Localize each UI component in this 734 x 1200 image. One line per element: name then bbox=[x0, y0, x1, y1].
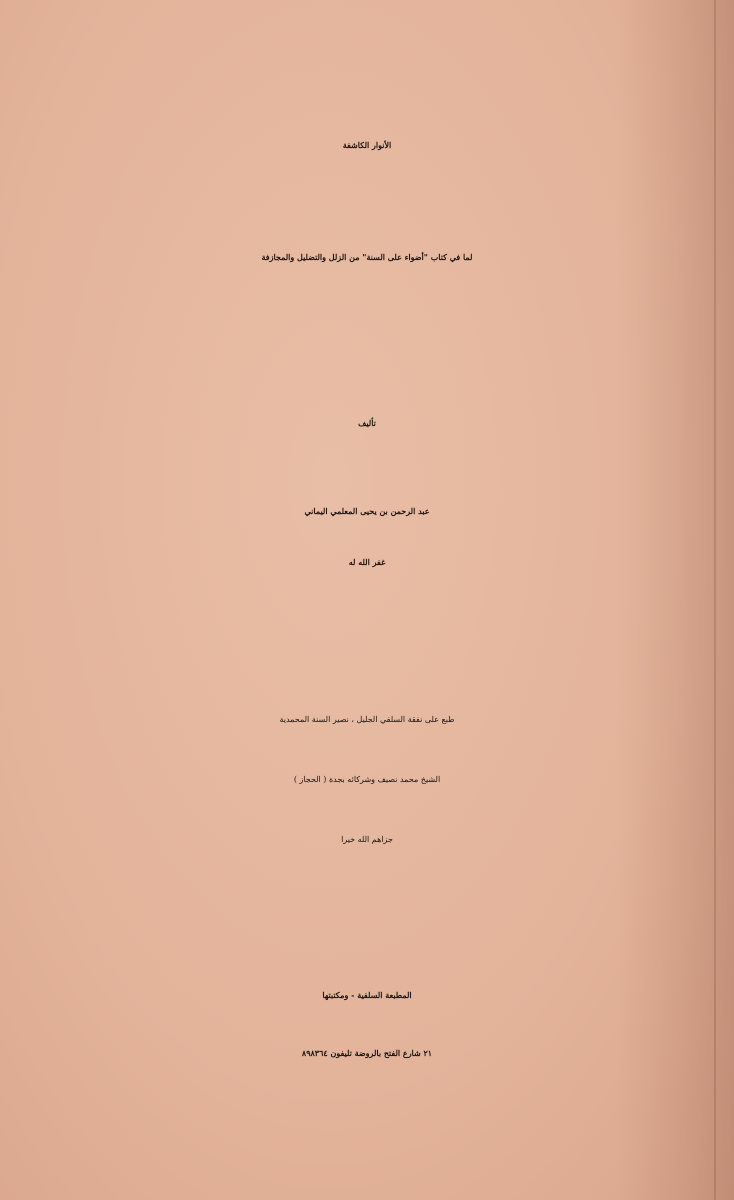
authored-by-label: تأليف bbox=[358, 418, 376, 428]
author-name: عبد الرحمن بن يحيى المعلمي اليماني bbox=[304, 506, 430, 516]
book-title: الأنوار الكاشفة bbox=[342, 140, 392, 150]
book-subtitle: لما في كتاب "أضواء على السنة" من الزلل والتضليل والمجازفة bbox=[261, 252, 473, 262]
author-prayer: غفر الله له bbox=[348, 557, 386, 567]
press-name: المطبعة السلفية - ومكتبتها bbox=[322, 990, 412, 1000]
printing-note-line-2: الشيخ محمد نصيف وشركائه بجدة ( الحجاز ) bbox=[293, 775, 441, 784]
printing-note-line-3: جزاهم الله خيرا bbox=[341, 835, 393, 844]
press-address: ٢١ شارع الفتح بالروضة تليفون ٨٩٨٣٦٤ bbox=[301, 1048, 433, 1058]
printing-note-line-1: طبع على نفقة السلفي الجليل ، نصير السنة المحمدية bbox=[279, 715, 455, 724]
